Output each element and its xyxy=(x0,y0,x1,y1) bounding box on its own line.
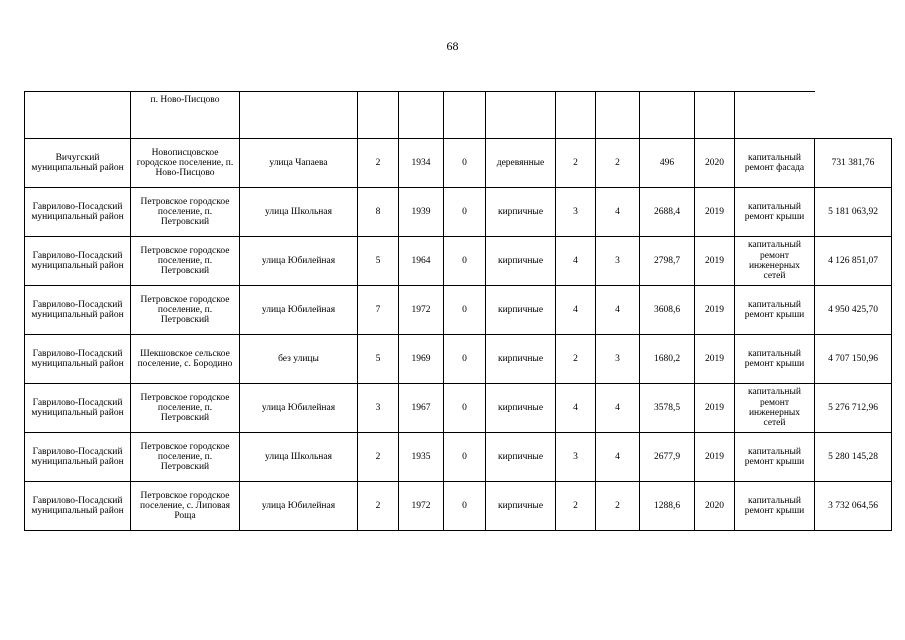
plan-year-cell: 2020 xyxy=(695,139,735,188)
district-cell: Гаврилово-Посадский муниципальный район xyxy=(25,237,131,286)
work-type-cell: капитальный ремонт крыши xyxy=(735,433,815,482)
area-cell: 1288,6 xyxy=(640,482,695,531)
street-cell: улица Юбилейная xyxy=(240,482,358,531)
settlement-cell: Новописцовское городское поселение, п. Ново-Писцово xyxy=(131,139,240,188)
floors-cell: 2 xyxy=(556,335,596,384)
wall-material-cell xyxy=(486,92,556,139)
street-cell: улица Юбилейная xyxy=(240,286,358,335)
house-number-cell xyxy=(358,92,399,139)
year-col6-cell: 0 xyxy=(444,335,486,384)
year-col6-cell xyxy=(444,92,486,139)
year-built-cell: 1939 xyxy=(399,188,444,237)
table-row xyxy=(25,286,892,335)
wall-material-cell: кирпичные xyxy=(486,335,556,384)
work-type-cell: капитальный ремонт крыши xyxy=(735,286,815,335)
floors-cell: 3 xyxy=(556,188,596,237)
cost-cell: 3 732 064,56 xyxy=(815,482,892,531)
cost-cell: 731 381,76 xyxy=(815,139,892,188)
house-number-cell: 2 xyxy=(358,482,399,531)
cost-cell: 4 950 425,70 xyxy=(815,286,892,335)
entrances-cell: 4 xyxy=(596,433,640,482)
street-cell: улица Чапаева xyxy=(240,139,358,188)
floors-cell: 4 xyxy=(556,237,596,286)
year-col6-cell: 0 xyxy=(444,237,486,286)
district-cell: Гаврилово-Посадский муниципальный район xyxy=(25,286,131,335)
year-built-cell: 1964 xyxy=(399,237,444,286)
house-number-cell: 2 xyxy=(358,433,399,482)
work-type-cell: капитальный ремонт фасада xyxy=(735,139,815,188)
floors-cell: 2 xyxy=(556,139,596,188)
area-cell: 1680,2 xyxy=(640,335,695,384)
year-col6-cell: 0 xyxy=(444,188,486,237)
floors-cell: 3 xyxy=(556,433,596,482)
street-cell: улица Школьная xyxy=(240,433,358,482)
wall-material-cell: деревянные xyxy=(486,139,556,188)
cost-cell: 5 280 145,28 xyxy=(815,433,892,482)
year-col6-cell: 0 xyxy=(444,482,486,531)
cost-cell: 4 126 851,07 xyxy=(815,237,892,286)
area-cell: 2677,9 xyxy=(640,433,695,482)
year-built-cell: 1934 xyxy=(399,139,444,188)
work-type-cell: капитальный ремонт крыши xyxy=(735,482,815,531)
street-cell: улица Школьная xyxy=(240,188,358,237)
entrances-cell: 4 xyxy=(596,286,640,335)
plan-year-cell: 2019 xyxy=(695,286,735,335)
housing-repair-table xyxy=(24,91,892,531)
table-row xyxy=(25,139,892,188)
entrances-cell xyxy=(596,92,640,139)
table-row xyxy=(25,482,892,531)
street-cell: улица Юбилейная xyxy=(240,237,358,286)
table-row xyxy=(25,237,892,286)
district-cell: Вичугский муниципальный район xyxy=(25,139,131,188)
house-number-cell: 8 xyxy=(358,188,399,237)
house-number-cell: 2 xyxy=(358,139,399,188)
plan-year-cell: 2019 xyxy=(695,384,735,433)
area-cell: 2798,7 xyxy=(640,237,695,286)
entrances-cell: 2 xyxy=(596,482,640,531)
district-cell: Гаврилово-Посадский муниципальный район xyxy=(25,433,131,482)
settlement-cell: Петровское городское поселение, п. Петровский xyxy=(131,286,240,335)
floors-cell xyxy=(556,92,596,139)
floors-cell: 4 xyxy=(556,286,596,335)
year-col6-cell: 0 xyxy=(444,384,486,433)
year-col6-cell: 0 xyxy=(444,286,486,335)
house-number-cell: 3 xyxy=(358,384,399,433)
district-cell: Гаврилово-Посадский муниципальный район xyxy=(25,384,131,433)
entrances-cell: 2 xyxy=(596,139,640,188)
year-built-cell: 1972 xyxy=(399,482,444,531)
plan-year-cell: 2020 xyxy=(695,482,735,531)
district-cell: Гаврилово-Посадский муниципальный район xyxy=(25,188,131,237)
plan-year-cell: 2019 xyxy=(695,433,735,482)
district-cell xyxy=(25,92,131,139)
plan-year-cell xyxy=(695,92,735,139)
entrances-cell: 3 xyxy=(596,335,640,384)
entrances-cell: 3 xyxy=(596,237,640,286)
house-number-cell: 5 xyxy=(358,237,399,286)
plan-year-cell: 2019 xyxy=(695,237,735,286)
settlement-cell: Петровское городское поселение, п. Петровский xyxy=(131,188,240,237)
settlement-cell: Петровское городское поселение, п. Петровский xyxy=(131,237,240,286)
wall-material-cell: кирпичные xyxy=(486,237,556,286)
cost-cell: 5 276 712,96 xyxy=(815,384,892,433)
table-row-continued xyxy=(25,92,892,139)
entrances-cell: 4 xyxy=(596,384,640,433)
year-col6-cell: 0 xyxy=(444,433,486,482)
work-type-cell: капитальный ремонт крыши xyxy=(735,335,815,384)
year-col6-cell: 0 xyxy=(444,139,486,188)
house-number-cell: 5 xyxy=(358,335,399,384)
area-cell xyxy=(640,92,695,139)
table-row xyxy=(25,188,892,237)
settlement-cell: Петровское городское поселение, п. Петровский xyxy=(131,384,240,433)
wall-material-cell: кирпичные xyxy=(486,384,556,433)
year-built-cell: 1972 xyxy=(399,286,444,335)
settlement-cell: п. Ново-Писцово xyxy=(131,92,240,139)
year-built-cell xyxy=(399,92,444,139)
district-cell: Гаврилово-Посадский муниципальный район xyxy=(25,482,131,531)
work-type-cell: капитальный ремонт крыши xyxy=(735,188,815,237)
wall-material-cell: кирпичные xyxy=(486,482,556,531)
settlement-cell: Петровское городское поселение, п. Петровский xyxy=(131,433,240,482)
year-built-cell: 1935 xyxy=(399,433,444,482)
table-row xyxy=(25,433,892,482)
district-cell: Гаврилово-Посадский муниципальный район xyxy=(25,335,131,384)
street-cell: без улицы xyxy=(240,335,358,384)
floors-cell: 2 xyxy=(556,482,596,531)
wall-material-cell: кирпичные xyxy=(486,286,556,335)
work-type-cell: капитальный ремонт инженерных сетей xyxy=(735,237,815,286)
area-cell: 3608,6 xyxy=(640,286,695,335)
cost-cell: 5 181 063,92 xyxy=(815,188,892,237)
entrances-cell: 4 xyxy=(596,188,640,237)
wall-material-cell: кирпичные xyxy=(486,188,556,237)
area-cell: 3578,5 xyxy=(640,384,695,433)
wall-material-cell: кирпичные xyxy=(486,433,556,482)
year-built-cell: 1969 xyxy=(399,335,444,384)
table-row xyxy=(25,335,892,384)
year-built-cell: 1967 xyxy=(399,384,444,433)
work-type-cell xyxy=(735,92,815,139)
page-number: 68 xyxy=(446,39,459,53)
cost-cell: 4 707 150,96 xyxy=(815,335,892,384)
street-cell xyxy=(240,92,358,139)
settlement-cell: Шекшовское сельское поселение, с. Бородино xyxy=(131,335,240,384)
table-row xyxy=(25,384,892,433)
area-cell: 2688,4 xyxy=(640,188,695,237)
plan-year-cell: 2019 xyxy=(695,188,735,237)
work-type-cell: капитальный ремонт инженерных сетей xyxy=(735,384,815,433)
settlement-cell: Петровское городское поселение, с. Липовая Роща xyxy=(131,482,240,531)
cost-cell xyxy=(815,92,892,139)
house-number-cell: 7 xyxy=(358,286,399,335)
street-cell: улица Юбилейная xyxy=(240,384,358,433)
area-cell: 496 xyxy=(640,139,695,188)
floors-cell: 4 xyxy=(556,384,596,433)
plan-year-cell: 2019 xyxy=(695,335,735,384)
table-body xyxy=(25,92,892,531)
